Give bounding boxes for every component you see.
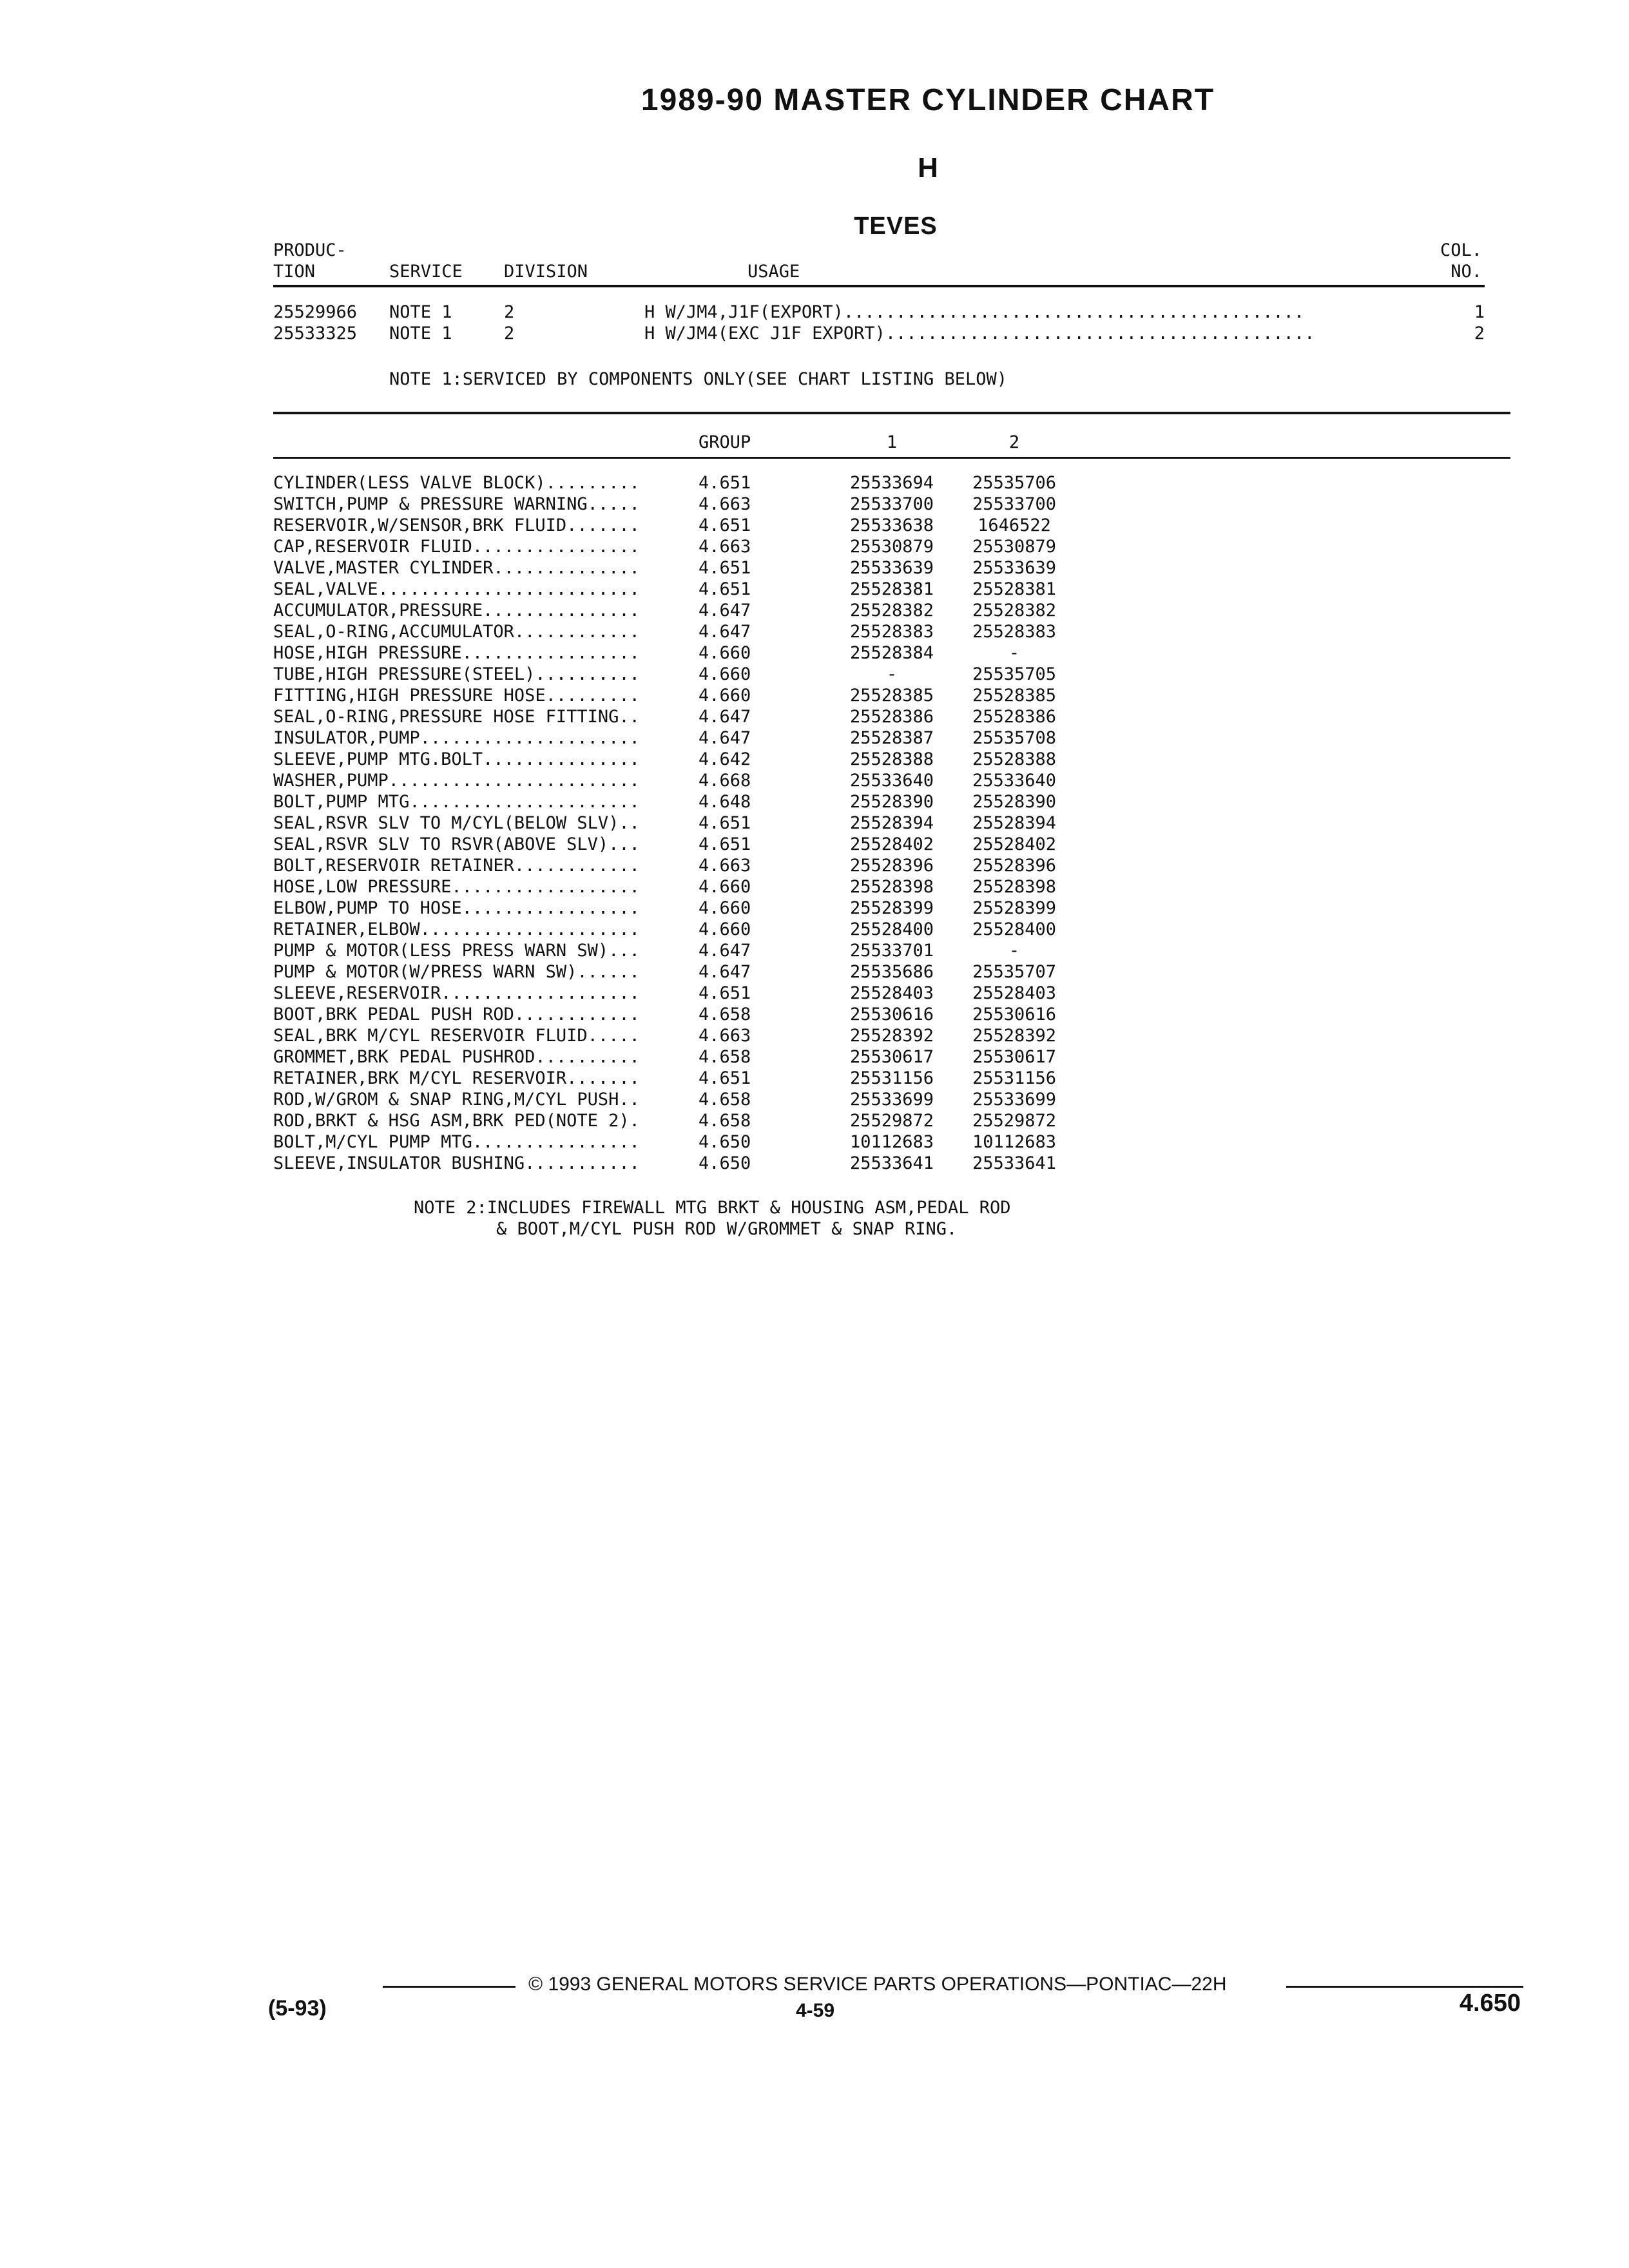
part-group: 4.663 bbox=[699, 1026, 751, 1046]
part-description: SLEEVE,RESERVOIR................... bbox=[273, 983, 640, 1003]
usage-col-no: 2 bbox=[1474, 323, 1485, 343]
subtitle: TEVES bbox=[854, 213, 938, 240]
part-number-col2: 25533641 bbox=[972, 1153, 1057, 1173]
part-description: FITTING,HIGH PRESSURE HOSE......... bbox=[273, 686, 640, 706]
part-number-col2: 25535705 bbox=[972, 664, 1057, 684]
parts-header-group: GROUP bbox=[699, 432, 751, 452]
parts-header-col2: 2 bbox=[1008, 432, 1020, 452]
part-description: SEAL,RSVR SLV TO RSVR(ABOVE SLV)... bbox=[273, 834, 640, 854]
usage-text: H W/JM4(EXC J1F EXPORT)......................................... bbox=[644, 323, 1315, 343]
part-number-col1: 25528383 bbox=[849, 622, 934, 642]
part-number-col1: 25528402 bbox=[849, 834, 934, 854]
part-group: 4.660 bbox=[699, 919, 751, 939]
part-description: RETAINER,BRK M/CYL RESERVOIR....... bbox=[273, 1068, 640, 1088]
part-description: RETAINER,ELBOW..................... bbox=[273, 919, 640, 939]
section-letter: H bbox=[918, 152, 938, 184]
header-col-no: COL. NO. bbox=[1440, 240, 1482, 282]
part-description: ROD,BRKT & HSG ASM,BRK PED(NOTE 2). bbox=[273, 1111, 640, 1131]
part-description: INSULATOR,PUMP..................... bbox=[273, 728, 640, 748]
part-group: 4.660 bbox=[699, 643, 751, 663]
part-number-col1: 25528390 bbox=[849, 792, 934, 812]
part-description: SEAL,BRK M/CYL RESERVOIR FLUID..... bbox=[273, 1026, 640, 1046]
part-number-col2: 25531156 bbox=[972, 1068, 1057, 1088]
part-number-col1: 25528399 bbox=[849, 898, 934, 918]
part-group: 4.651 bbox=[699, 515, 751, 535]
part-group: 4.660 bbox=[699, 877, 751, 897]
part-number-col1: 25528384 bbox=[849, 643, 934, 663]
part-group: 4.660 bbox=[699, 664, 751, 684]
part-number-col1: 25530617 bbox=[849, 1047, 934, 1067]
part-number-col1: 25533641 bbox=[849, 1153, 934, 1173]
part-number-col2: 10112683 bbox=[972, 1132, 1057, 1152]
part-number-col2: 25530616 bbox=[972, 1004, 1057, 1024]
part-description: ROD,W/GROM & SNAP RING,M/CYL PUSH.. bbox=[273, 1090, 640, 1110]
header-production: PRODUC- TION bbox=[273, 240, 347, 282]
note-1: NOTE 1:SERVICED BY COMPONENTS ONLY(SEE CHART LISTING BELOW) bbox=[389, 369, 1008, 389]
part-number-col1: 25533640 bbox=[849, 771, 934, 791]
part-number-col1: 25528394 bbox=[849, 813, 934, 833]
header-usage: USAGE bbox=[747, 262, 800, 282]
part-description: HOSE,HIGH PRESSURE................. bbox=[273, 643, 640, 663]
part-description: SLEEVE,PUMP MTG.BOLT............... bbox=[273, 749, 640, 769]
part-group: 4.651 bbox=[699, 1068, 751, 1088]
part-number-col2: 25528386 bbox=[972, 707, 1057, 727]
part-description: SEAL,O-RING,PRESSURE HOSE FITTING.. bbox=[273, 707, 640, 727]
part-number-col2: - bbox=[1008, 643, 1020, 663]
part-number-col1: 25533700 bbox=[849, 494, 934, 514]
parts-header-rule bbox=[273, 457, 1510, 459]
part-number-col1: - bbox=[886, 664, 898, 684]
usage-service: NOTE 1 bbox=[389, 323, 452, 343]
part-number-col2: 1646522 bbox=[978, 515, 1051, 535]
part-number-col2: 25528382 bbox=[972, 601, 1057, 620]
part-group: 4.663 bbox=[699, 856, 751, 876]
usage-text: H W/JM4,J1F(EXPORT)............................................ bbox=[644, 302, 1305, 322]
part-number-col1: 25528386 bbox=[849, 707, 934, 727]
part-group: 4.650 bbox=[699, 1132, 751, 1152]
part-number-col2: 25528390 bbox=[972, 792, 1057, 812]
part-group: 4.647 bbox=[699, 622, 751, 642]
part-number-col1: 25528398 bbox=[849, 877, 934, 897]
part-number-col2: 25528385 bbox=[972, 686, 1057, 706]
part-number-col2: 25533700 bbox=[972, 494, 1057, 514]
part-number-col2: 25535706 bbox=[972, 473, 1057, 493]
footer-section-number: 4.650 bbox=[1459, 1990, 1521, 2017]
part-number-col2: 25528398 bbox=[972, 877, 1057, 897]
parts-header-col1: 1 bbox=[886, 432, 898, 452]
part-number-col1: 25528392 bbox=[849, 1026, 934, 1046]
part-number-col2: 25530879 bbox=[972, 537, 1057, 557]
part-number-col2: 25528388 bbox=[972, 749, 1057, 769]
part-group: 4.660 bbox=[699, 686, 751, 706]
part-group: 4.651 bbox=[699, 579, 751, 599]
part-description: SWITCH,PUMP & PRESSURE WARNING..... bbox=[273, 494, 640, 514]
part-number-col1: 25533639 bbox=[849, 558, 934, 578]
part-description: HOSE,LOW PRESSURE.................. bbox=[273, 877, 640, 897]
usage-row bbox=[273, 302, 1485, 323]
footer-rule-right bbox=[1286, 1986, 1523, 1988]
part-number-col2: 25528399 bbox=[972, 898, 1057, 918]
part-group: 4.650 bbox=[699, 1153, 751, 1173]
note-2-line-1: NOTE 2:INCLUDES FIREWALL MTG BRKT & HOUSING ASM,PEDAL ROD bbox=[414, 1198, 1011, 1218]
part-number-col1: 25533694 bbox=[849, 473, 934, 493]
part-number-col2: 25533639 bbox=[972, 558, 1057, 578]
header-service: SERVICE bbox=[389, 262, 463, 282]
note-2-line-2: & BOOT,M/CYL PUSH ROD W/GROMMET & SNAP RING. bbox=[496, 1219, 958, 1239]
part-number-col2: 25528403 bbox=[972, 983, 1057, 1003]
part-description: RESERVOIR,W/SENSOR,BRK FLUID....... bbox=[273, 515, 640, 535]
part-group: 4.647 bbox=[699, 707, 751, 727]
footer-page-number: 4-59 bbox=[795, 2000, 835, 2021]
part-number-col2: 25528392 bbox=[972, 1026, 1057, 1046]
part-number-col2: 25533640 bbox=[972, 771, 1057, 791]
part-description: SLEEVE,INSULATOR BUSHING........... bbox=[273, 1153, 640, 1173]
usage-service: NOTE 1 bbox=[389, 302, 452, 322]
part-description: GROMMET,BRK PEDAL PUSHROD.......... bbox=[273, 1047, 640, 1067]
part-group: 4.647 bbox=[699, 962, 751, 982]
part-number-col1: 25529872 bbox=[849, 1111, 934, 1131]
part-number-col1: 25533699 bbox=[849, 1090, 934, 1110]
part-group: 4.663 bbox=[699, 537, 751, 557]
usage-production: 25529966 bbox=[273, 302, 358, 322]
part-group: 4.658 bbox=[699, 1047, 751, 1067]
header-division: DIVISION bbox=[504, 262, 588, 282]
part-number-col1: 25528381 bbox=[849, 579, 934, 599]
part-description: ELBOW,PUMP TO HOSE................. bbox=[273, 898, 640, 918]
part-number-col1: 25528385 bbox=[849, 686, 934, 706]
part-description: BOLT,PUMP MTG...................... bbox=[273, 792, 640, 812]
part-number-col1: 25528387 bbox=[849, 728, 934, 748]
part-group: 4.651 bbox=[699, 813, 751, 833]
page-title: 1989-90 MASTER CYLINDER CHART bbox=[641, 83, 1215, 117]
part-number-col2: 25528394 bbox=[972, 813, 1057, 833]
part-group: 4.668 bbox=[699, 771, 751, 791]
part-description: ACCUMULATOR,PRESSURE............... bbox=[273, 601, 640, 620]
part-description: CAP,RESERVOIR FLUID................ bbox=[273, 537, 640, 557]
part-description: PUMP & MOTOR(W/PRESS WARN SW)...... bbox=[273, 962, 640, 982]
header-rule bbox=[273, 285, 1485, 287]
part-description: PUMP & MOTOR(LESS PRESS WARN SW)... bbox=[273, 941, 640, 961]
part-number-col1: 25528382 bbox=[849, 601, 934, 620]
part-number-col1: 10112683 bbox=[849, 1132, 934, 1152]
part-number-col2: 25535707 bbox=[972, 962, 1057, 982]
part-description: CYLINDER(LESS VALVE BLOCK)......... bbox=[273, 473, 640, 493]
part-number-col2: 25529872 bbox=[972, 1111, 1057, 1131]
part-group: 4.658 bbox=[699, 1111, 751, 1131]
part-description: BOLT,RESERVOIR RETAINER............ bbox=[273, 856, 640, 876]
part-description: SEAL,O-RING,ACCUMULATOR............ bbox=[273, 622, 640, 642]
part-number-col2: 25535708 bbox=[972, 728, 1057, 748]
usage-production: 25533325 bbox=[273, 323, 358, 343]
part-description: TUBE,HIGH PRESSURE(STEEL).......... bbox=[273, 664, 640, 684]
part-description: WASHER,PUMP........................ bbox=[273, 771, 640, 791]
part-number-col2: 25528400 bbox=[972, 919, 1057, 939]
part-number-col2: 25528381 bbox=[972, 579, 1057, 599]
part-group: 4.658 bbox=[699, 1090, 751, 1110]
part-number-col1: 25528388 bbox=[849, 749, 934, 769]
part-number-col2: 25528402 bbox=[972, 834, 1057, 854]
usage-division: 2 bbox=[504, 302, 515, 322]
part-number-col2: 25530617 bbox=[972, 1047, 1057, 1067]
part-number-col2: 25533699 bbox=[972, 1090, 1057, 1110]
part-number-col2: 25528396 bbox=[972, 856, 1057, 876]
part-description: VALVE,MASTER CYLINDER.............. bbox=[273, 558, 640, 578]
part-number-col1: 25531156 bbox=[849, 1068, 934, 1088]
part-number-col1: 25528396 bbox=[849, 856, 934, 876]
part-description: BOOT,BRK PEDAL PUSH ROD............ bbox=[273, 1004, 640, 1024]
footer-date-code: (5-93) bbox=[268, 1996, 327, 2021]
part-group: 4.651 bbox=[699, 834, 751, 854]
part-description: SEAL,RSVR SLV TO M/CYL(BELOW SLV).. bbox=[273, 813, 640, 833]
part-group: 4.663 bbox=[699, 494, 751, 514]
part-group: 4.660 bbox=[699, 898, 751, 918]
part-group: 4.651 bbox=[699, 983, 751, 1003]
part-number-col1: 25535686 bbox=[849, 962, 934, 982]
part-group: 4.647 bbox=[699, 941, 751, 961]
part-number-col1: 25528403 bbox=[849, 983, 934, 1003]
part-number-col1: 25533638 bbox=[849, 515, 934, 535]
part-number-col1: 25533701 bbox=[849, 941, 934, 961]
part-group: 4.658 bbox=[699, 1004, 751, 1024]
part-number-col1: 25530879 bbox=[849, 537, 934, 557]
part-description: SEAL,VALVE......................... bbox=[273, 579, 640, 599]
usage-row bbox=[273, 323, 1485, 344]
part-description: BOLT,M/CYL PUMP MTG................ bbox=[273, 1132, 640, 1152]
usage-col-no: 1 bbox=[1474, 302, 1485, 322]
part-group: 4.651 bbox=[699, 558, 751, 578]
usage-division: 2 bbox=[504, 323, 515, 343]
part-group: 4.651 bbox=[699, 473, 751, 493]
part-number-col1: 25530616 bbox=[849, 1004, 934, 1024]
footer-rule-left bbox=[383, 1986, 516, 1988]
parts-top-rule bbox=[273, 412, 1510, 414]
part-number-col2: - bbox=[1008, 941, 1020, 961]
part-group: 4.647 bbox=[699, 601, 751, 620]
footer-copyright: © 1993 GENERAL MOTORS SERVICE PARTS OPERATIONS—PONTIAC—22H bbox=[528, 1974, 1227, 1995]
part-group: 4.642 bbox=[699, 749, 751, 769]
part-group: 4.647 bbox=[699, 728, 751, 748]
part-group: 4.648 bbox=[699, 792, 751, 812]
part-number-col1: 25528400 bbox=[849, 919, 934, 939]
part-number-col2: 25528383 bbox=[972, 622, 1057, 642]
